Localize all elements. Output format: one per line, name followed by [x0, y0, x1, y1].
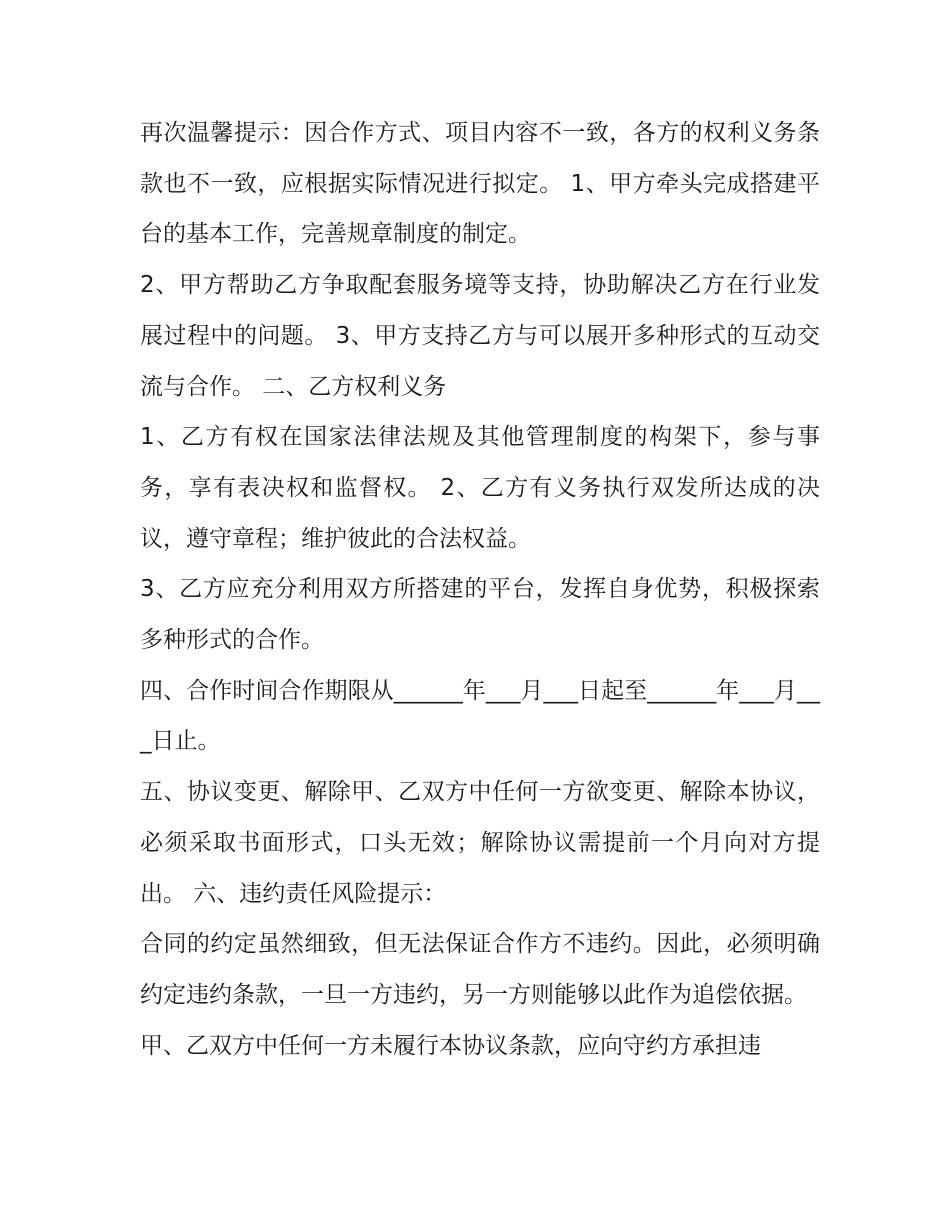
- paragraph-cooperation-period: 四、合作时间合作期限从______年___月___日起至______年___月___日止。: [140, 677, 820, 755]
- paragraph-agreement-change: 五、协议变更、解除甲、乙双方中任何一方欲变更、解除本协议，必须采取书面形式，口头无效；解除协议需提前一个月向对方提出。 六、违约责任风险提示：: [140, 779, 820, 907]
- document-body: [140, 108, 820, 1071]
- paragraph-party-a-support: 2、甲方帮助乙方争取配套服务境等支持，协助解决乙方在行业发展过程中的问题。 3、甲方支持乙方与可以展开多种形式的互动交流与合作。 二、乙方权利义务: [140, 272, 820, 400]
- paragraph-reminder: 再次温馨提示：因合作方式、项目内容不一致，各方的权利义务条款也不一致，应根据实际情况进行拟定。 1、甲方牵头完成搭建平台的基本工作，完善规章制度的制定。: [140, 120, 820, 248]
- paragraph-party-b-platform: 3、乙方应充分利用双方所搭建的平台，发挥自身优势，积极探索多种形式的合作。: [140, 576, 820, 654]
- paragraph-party-b-rights: 1、乙方有权在国家法律法规及其他管理制度的构架下，参与事务，享有表决权和监督权。 2、乙方有义务执行双发所达成的决议，遵守章程；维护彼此的合法权益。: [140, 424, 820, 552]
- paragraph-breach-risk: 合同的约定虽然细致，但无法保证合作方不违约。因此，必须明确约定违约条款，一旦一方违约，另一方则能够以此作为追偿依据。: [140, 931, 820, 1008]
- paragraph-breach-liability: 甲、乙双方中任何一方未履行本协议条款，应向守约方承担违: [140, 1032, 761, 1059]
